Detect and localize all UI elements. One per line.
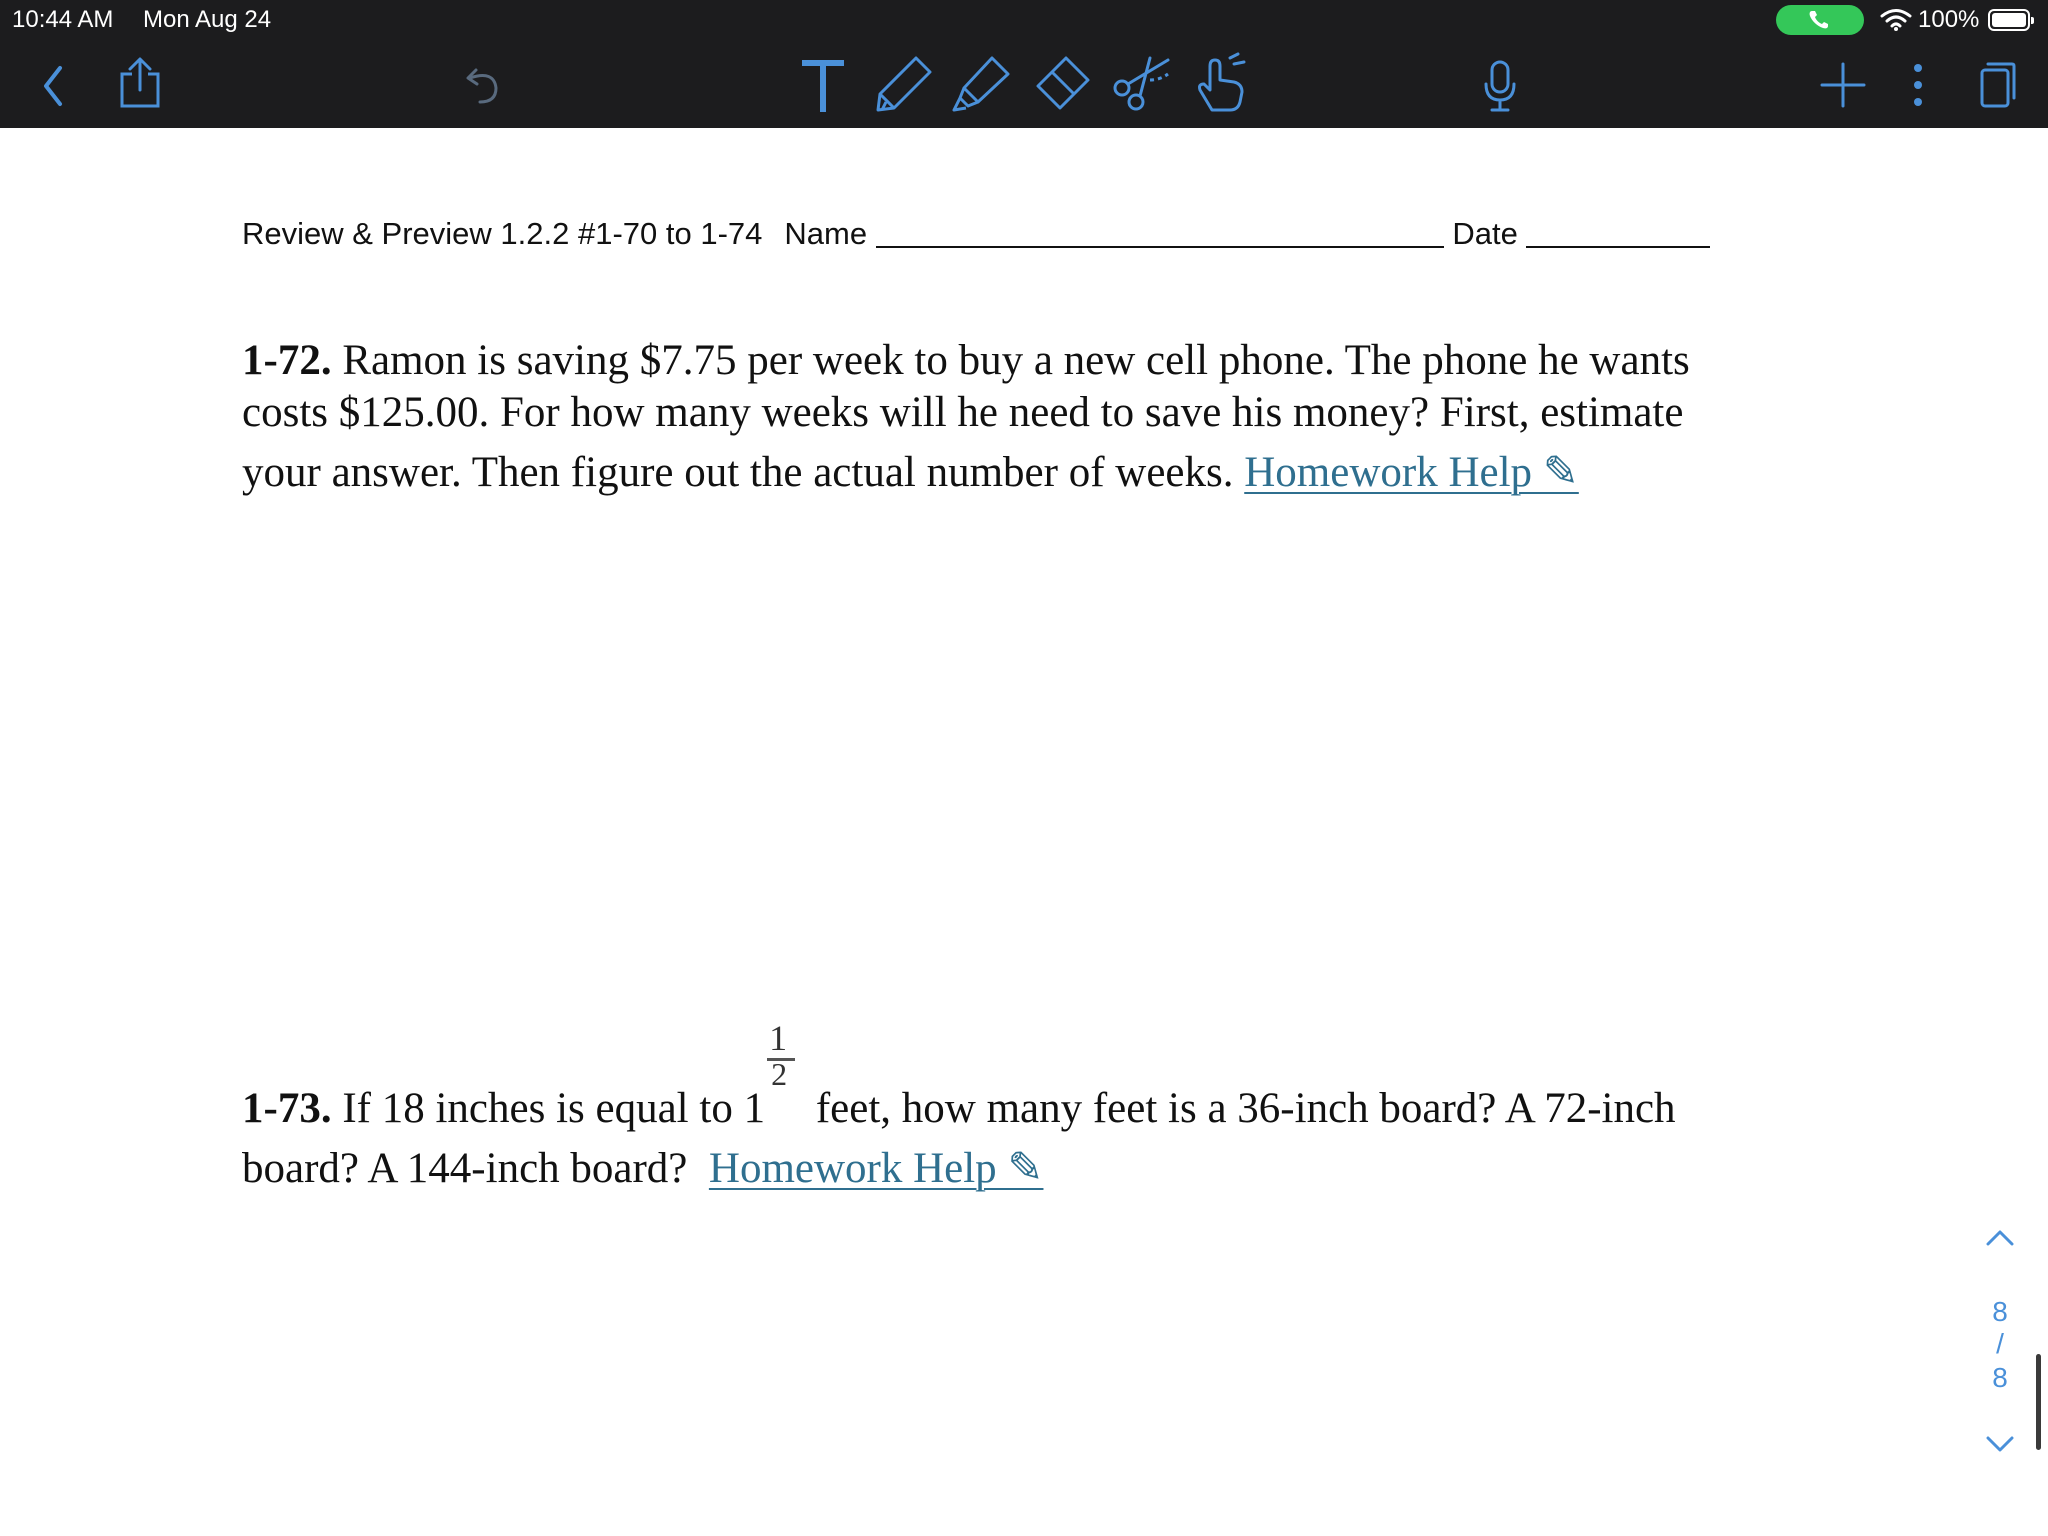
worksheet-title: Review & Preview 1.2.2 #1-70 to 1-74 (242, 216, 763, 251)
next-page-icon[interactable] (1986, 1436, 2014, 1454)
problem-text: your answer. Then figure out the actual number of weeks. (242, 449, 1234, 496)
status-time: 10:44 AM (12, 6, 114, 33)
more-vertical-icon[interactable] (1908, 62, 1928, 108)
app-header (0, 0, 2048, 128)
share-icon[interactable] (116, 56, 164, 110)
date-label: Date (1452, 216, 1518, 251)
homework-help-link[interactable]: Homework Help ✎ (708, 1145, 1044, 1192)
fraction-denominator: 2 (771, 1056, 788, 1092)
add-icon[interactable] (1820, 62, 1866, 108)
phone-icon (1806, 9, 1832, 31)
microphone-icon[interactable] (1480, 58, 1520, 114)
current-page-number: 8 (1992, 1296, 2008, 1327)
text-tool-icon[interactable] (798, 56, 848, 114)
battery-icon (1988, 9, 2030, 31)
pointer-hand-icon[interactable] (1190, 52, 1254, 116)
total-pages: 8 (1992, 1362, 2008, 1393)
status-date: Mon Aug 24 (143, 6, 272, 33)
eraser-tool-icon[interactable] (1030, 52, 1094, 116)
problem-text: feet, how many feet is a 36-inch board? A 72-inch (805, 1085, 1676, 1132)
problem-number: 1-73. (242, 1085, 332, 1132)
homework-help-link[interactable]: Homework Help ✎ (1244, 449, 1579, 496)
problem-text: costs $125.00. For how many weeks will he need to save his money? First, estimate (242, 389, 1684, 436)
fraction-one-half (765, 1018, 805, 1122)
wifi-icon (1880, 8, 1912, 32)
worksheet-header (242, 216, 1710, 252)
active-call-indicator[interactable] (1776, 5, 1864, 35)
previous-page-icon[interactable] (1986, 1228, 2014, 1246)
problem-1-72 (242, 334, 1802, 500)
lasso-scissors-icon[interactable] (1110, 54, 1174, 114)
problem-number: 1-72. (242, 337, 332, 384)
name-label: Name (784, 216, 868, 251)
problem-text: board? A 144-inch board? (242, 1145, 688, 1192)
fraction-numerator: 1 (769, 1018, 788, 1058)
problem-1-73 (242, 1018, 1802, 1196)
date-blank[interactable] (1526, 246, 1710, 248)
page-separator: / (1996, 1328, 2004, 1359)
document-page[interactable] (0, 128, 2048, 1536)
vertical-scrollbar[interactable] (2036, 1354, 2041, 1450)
highlighter-tool-icon[interactable] (950, 52, 1014, 116)
battery-percent: 100% (1918, 6, 1980, 33)
problem-text: If 18 inches is equal to 1 (331, 1085, 766, 1132)
undo-icon[interactable] (460, 64, 504, 108)
status-bar (0, 0, 2048, 40)
name-blank[interactable] (876, 246, 1444, 248)
problem-text: Ramon is saving $7.75 per week to buy a new cell phone. The phone he wants (331, 337, 1690, 384)
back-chevron-icon[interactable] (38, 62, 68, 110)
pages-icon[interactable] (1978, 60, 2018, 110)
pen-tool-icon[interactable] (872, 52, 936, 116)
